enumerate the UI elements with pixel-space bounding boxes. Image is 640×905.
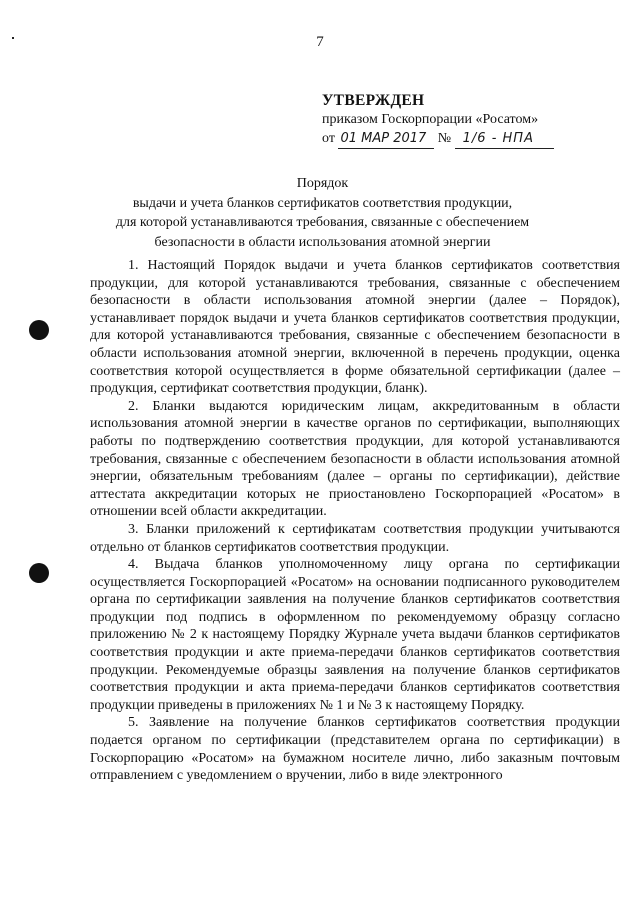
approval-order-text: приказом Госкорпорации «Росатом» <box>322 112 539 127</box>
title-line-4: безопасности в области использования атомной энергии <box>154 234 491 250</box>
title-line-3: для которой устанавливаются требования, связанные с обеспечением <box>115 215 530 230</box>
document-title <box>60 174 585 252</box>
document-body <box>90 257 620 785</box>
approval-heading: УТВЕРЖДЕН <box>322 92 425 109</box>
order-number-handwritten: 1/6 - НПА <box>455 129 554 149</box>
paragraph-3: 3. Бланки приложений к сертификатам соответствия продукции учитываются отдельно от бланков сертификатов соответствия продукции. <box>90 521 620 555</box>
approval-block <box>322 91 622 149</box>
punch-hole-bottom <box>29 563 49 583</box>
page-number: 7 <box>316 34 324 50</box>
paragraph-5: 5. Заявление на получение бланков сертификатов соответствия продукции подается органом по сертификации (представителем органа по сертификации) в Госкорпорацию «Росатом» на бумажном носителе лично, либо заказным почтовым отправлением с уведомлением о вручении, либо в виде электронного <box>90 715 620 784</box>
paragraph-2: 2. Бланки выдаются юридическим лицам, аккредитованным в области использования атомной энергии в качестве органов по сертификации, выполняющих работы по подтверждению соответствия продукции, для которой устанавливаются требования, связанные с обеспечением безопасности в области использования атомной энергии, обязательным требованиям (далее – органы по сертификации), действие аттестата аккредитации которых не приостановлено Госкорпорацией «Росатом» в отношении всей области аккредитации. <box>90 398 620 520</box>
date-prefix: от <box>322 131 335 146</box>
paragraph-1: 1. Настоящий Порядок выдачи и учета бланков сертификатов соответствия продукции, для которой устанавливаются требования, связанные с обеспечением безопасности в области использования атомной энергии (далее – Порядок), устанавливает порядок выдачи и учета бланков сертификатов соответствия продукции, для которой устанавливаются требования, связанные с обеспечением безопасности в области использования атомной энергии, включенной в перечень продукции, оценка соответствия которой осуществляется в форме обязательной сертификации (далее – продукция, сертификат соответствия продукции, бланк). <box>90 258 620 397</box>
approval-date-number-line <box>322 129 622 149</box>
date-stamp: 01 МАР 2017 <box>338 129 434 149</box>
title-line-1: Порядок <box>296 176 349 191</box>
paragraph-4: 4. Выдача бланков уполномоченному лицу органа по сертификации осуществляется Госкорпорацией «Росатом» на основании подписанного руководителем органа по сертификации заявления на получение бланков сертификатов соответствия продукции под подпись в оформленном по рекомендуемому образцу согласно приложению № 2 к настоящему Порядку Журнале учета выдачи бланков сертификатов соответствия продукции и акте приема-передачи бланков сертификатов соответствия продукции. Рекомендуемые образцы заявления на получение бланков сертификатов соответствия продукции и акта приема-передачи бланков сертификатов соответствия продукции приведены в приложениях № 1 и № 3 к настоящему Порядку. <box>90 557 620 713</box>
number-prefix: № <box>437 131 452 146</box>
punch-hole-top <box>29 320 49 340</box>
title-line-2: выдачи и учета бланков сертификатов соответствия продукции, <box>132 195 513 211</box>
